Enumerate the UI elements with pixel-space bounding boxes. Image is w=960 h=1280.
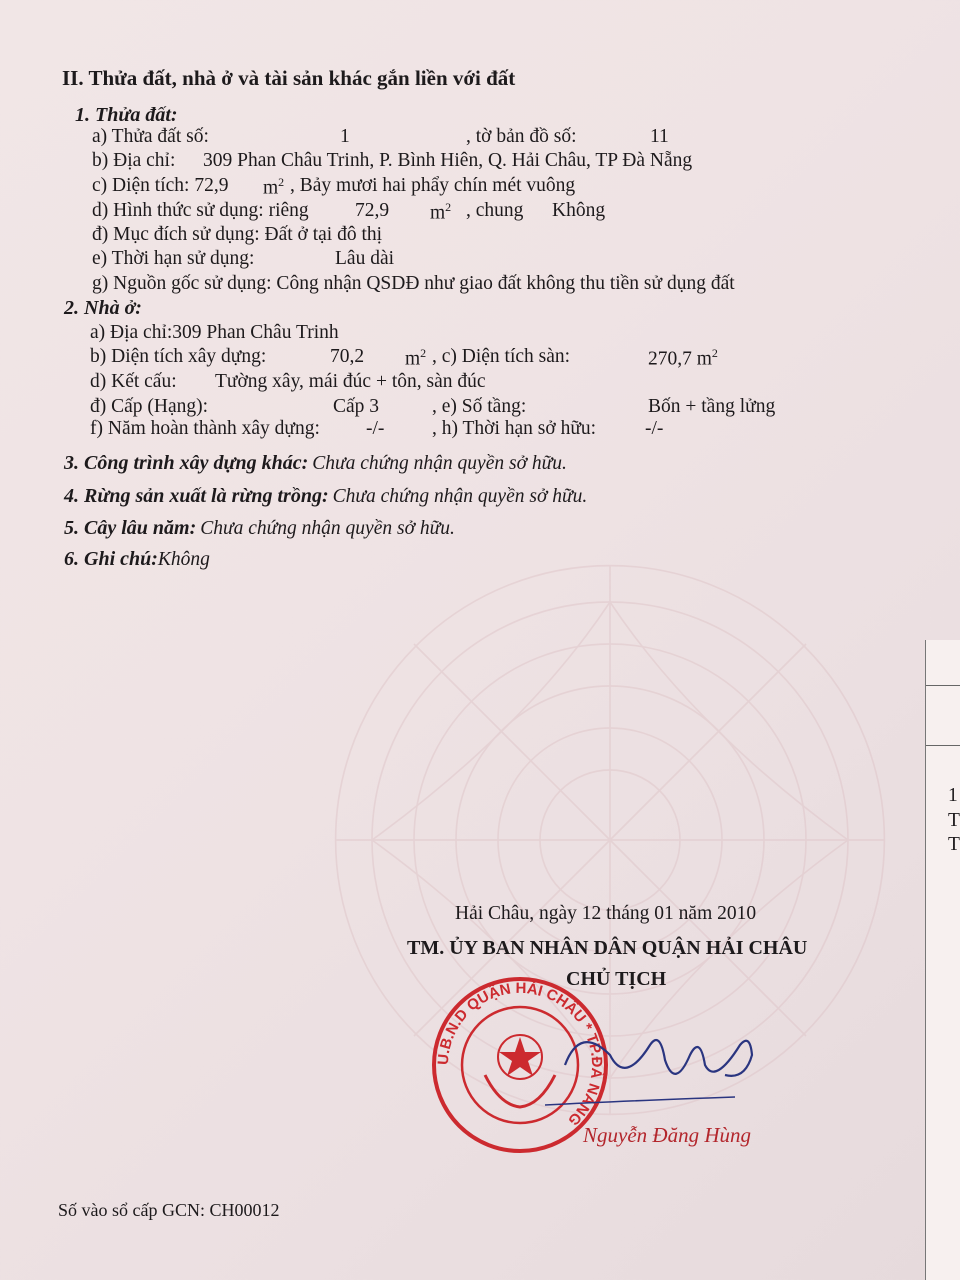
perennial-title: 5. Cây lâu năm:	[64, 517, 197, 539]
house-build-area-unit: $m^2$	[405, 346, 427, 370]
land-map-label: , tờ bản đồ số:	[466, 126, 577, 147]
land-address-label: b) Địa chỉ:	[92, 150, 176, 171]
land-usage-shared-label: , chung	[466, 200, 524, 221]
land-section-title: 1. Thửa đất:	[75, 104, 178, 126]
notes-row	[64, 548, 210, 571]
house-floor-area-value: 270,7 $m^2$	[648, 346, 718, 370]
house-structure-value: Tường xây, mái đúc + tôn, sàn đúc	[215, 371, 486, 392]
registry-number: Số vào sổ cấp GCN: CH00012	[58, 1200, 280, 1220]
seal-text: U.B.N.D QUẬN HẢI CHÂU * TP.ĐÀ NẴNG	[434, 979, 606, 1129]
house-build-area-label: b) Diện tích xây dựng:	[90, 346, 267, 367]
adjacent-card-edge	[925, 640, 960, 1280]
land-origin: g) Nguồn gốc sử dụng: Công nhận QSDĐ như giao đất không thu tiền sử dụng đất	[92, 273, 735, 294]
land-area-label: c) Diện tích: 72,9	[92, 175, 229, 196]
land-term-label: e) Thời hạn sử dụng:	[92, 248, 255, 269]
other-works-value: Chưa chứng nhận quyền sở hữu.	[312, 453, 567, 474]
forest-title: 4. Rừng sản xuất là rừng trồng:	[64, 485, 329, 507]
house-floors-label: , e) Số tầng:	[432, 396, 527, 417]
house-floors-value: Bốn + tầng lửng	[648, 396, 776, 417]
house-build-area-value: 70,2	[330, 346, 365, 367]
land-area-words: , Bảy mươi hai phẩy chín mét vuông	[290, 175, 576, 196]
edge-fragment: 1	[948, 785, 958, 806]
land-usage-shared-value: Không	[552, 200, 606, 221]
land-usage-private-value: 72,9	[355, 200, 390, 221]
house-grade-value: Cấp 3	[333, 396, 380, 417]
other-works-title: 3. Công trình xây dựng khác:	[64, 452, 309, 474]
land-purpose: đ) Mục đích sử dụng: Đất ở tại đô thị	[92, 224, 383, 245]
house-completion-label: f) Năm hoàn thành xây dựng:	[90, 418, 320, 439]
house-floor-area-label: , c) Diện tích sàn:	[432, 346, 571, 367]
signer-role: CHỦ TỊCH	[566, 968, 667, 990]
house-grade-label: đ) Cấp (Hạng):	[90, 396, 209, 417]
land-term-value: Lâu dài	[335, 248, 395, 269]
notes-title: 6. Ghi chú:	[64, 548, 158, 570]
house-address: a) Địa chỉ:309 Phan Châu Trinh	[90, 322, 339, 343]
perennial-value: Chưa chứng nhận quyền sở hữu.	[200, 518, 455, 539]
house-ownership-term-label: , h) Thời hạn sở hữu:	[432, 418, 597, 439]
issue-date: Hải Châu, ngày 12 tháng 01 năm 2010	[455, 903, 757, 924]
other-works-row	[64, 452, 567, 475]
forest-value: Chưa chứng nhận quyền sở hữu.	[332, 486, 588, 507]
issuing-organization: TM. ỦY BAN NHÂN DÂN QUẬN HẢI CHÂU	[407, 937, 808, 959]
house-ownership-term-value: -/-	[645, 418, 664, 439]
notes-value: Không	[157, 549, 210, 570]
edge-fragment: T	[948, 834, 960, 855]
land-area-unit: $m^2$	[263, 175, 285, 199]
land-map-value: 11	[650, 126, 669, 147]
house-completion-value: -/-	[366, 418, 385, 439]
land-address-value: 309 Phan Châu Trinh, P. Bình Hiên, Q. Hải Châu, TP Đà Nẵng	[203, 150, 693, 171]
land-parcel-label: a) Thửa đất số:	[92, 126, 209, 147]
signature-scribble	[540, 1005, 770, 1125]
land-usage-label: d) Hình thức sử dụng: riêng	[92, 200, 309, 221]
signer-name: Nguyễn Đăng Hùng	[583, 1123, 751, 1147]
perennial-row	[64, 517, 455, 540]
house-section-title: 2. Nhà ở:	[64, 297, 142, 319]
edge-fragment: T	[948, 810, 960, 831]
section-title: II. Thửa đất, nhà ở và tài sản khác gắn liền với đất	[62, 66, 516, 90]
forest-row	[64, 485, 587, 508]
land-parcel-value: 1	[340, 126, 350, 147]
house-structure-label: d) Kết cấu:	[90, 371, 177, 392]
land-usage-unit: $m^2$	[430, 200, 452, 224]
